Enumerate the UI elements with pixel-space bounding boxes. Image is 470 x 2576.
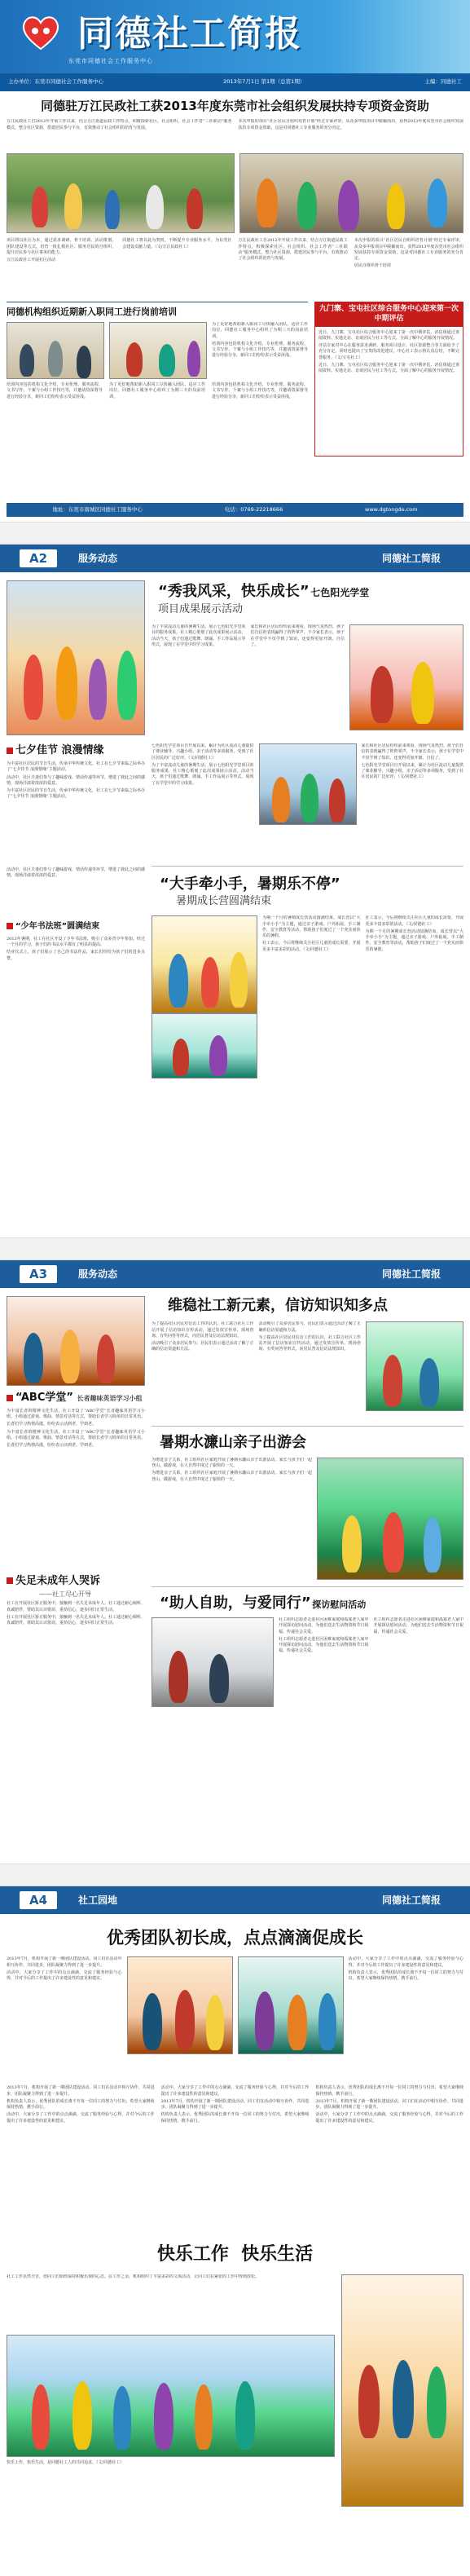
- p4-side-photo: [341, 2274, 463, 2507]
- p4-body-text: 2013年7月，机构开展了新一期团队建设活动。同工们在活动中相互协作、共同进步，团队凝聚力得到了进一步提升。 机构负责人表示，优秀团队的成长离不开每一位同工的努力与付出，希望大家继续保持热情，携手前行。 活动中，大家分享了工作中的点点滴滴，交流了服务经验与心得，并对今后的工作提出了许多建设性的意见和建议。 活动中，大家分享了工作中的点点滴滴，交流了服务经验与心得，并对今后的工作提出了许多建设性的意见和建议。 2013年7月，机构开展了新一期团队建设活动。同工们在活动中相互协作、共同进步，团队凝聚力得到了进一步提升。 机构负责人表示，优秀团队的成长离不开每一位同工的努力与付出，希望大家继续保持热情，携手前行。 机构负责人表示，优秀团队的成长离不开每一位同工的努力与付出，希望大家继续保持热情，携手前行。 2013年7月，机构开展了新一期团队建设活动。同工们在活动中相互协作、共同进步，团队凝聚力得到了进一步提升。 活动中，大家分享了工作中的点点滴滴，交流了服务经验与心得，并对今后的工作提出了许多建设性的意见和建议。: [7, 2085, 464, 2124]
- info-issue: 2013年7月1日 第1期（总第1期）: [223, 78, 305, 86]
- training-photo-2: [109, 322, 207, 379]
- masthead-subtitle: 东莞市同德社会工作服务中心: [68, 58, 153, 64]
- p1-col-1: 万江民政社工自2012年开展工作以来，结合万江街道民政工作特点，积极探索社区、社会组织、社会工作者“三社联动”服务模式，整合社区资源，搭建居民参与平台，有效推动了社会组织的培育与发展。: [7, 119, 232, 130]
- bullet-square-icon: [7, 1577, 13, 1584]
- heart-logo-icon: [20, 13, 62, 52]
- training-photo-1: [7, 322, 104, 379]
- p1-headline: 同德驻万江民政社工获2013年度东莞市社会组织发展扶持专项资金资助: [41, 99, 429, 113]
- p4-page-number: A4: [20, 1891, 57, 1909]
- page-a4: A4 社工园地 同德社工简报 优秀团队初长成，点点滴滴促成长 2013年7月，机构开展了新一期团队建设活动。同工们在活动中相互协作、共同进步，团队凝聚力得到了进一步提升。 活动中，大家分享了工作中的点点滴滴，交流了服务经验与心得，并对今后的工作提出了许多建设性的意见和建议。 活动中，大家分享了工作中的点点滴滴，交流了服务经验与心得，并对今后的工作提出了许多建设性的意见和建议。 机构负责人表示，优秀团队的成长离不开每一位同工的努力与付出，希望大家继续保持热情，携手前行。 2013年7月，机构开展了新一期团队建设活动。同工们在活动中相互协作、共同进步，团队凝聚力得到了进一步提升。 机构负责人表示，优秀团队的成长离不开每一位同工的努力与付出，希望大家继续保持热情，携手前行。 活动中，大家分享了工作中的点点滴滴，交流了服务经验与心得，并对今后的工作提出了许多建设性的意见和建议。 活动中，大家分享了工作中的点点滴滴，交流了服务经验与心得，并对今后的工作提出了许多建设性的意见和建议。 2013年7月，机构开展了新一期团队建设活动。同工们在活动中相互协作、共同进步，团队凝聚力得到了进一步提升。 机构负责人表示，优秀团队的成长离不开每一位同工的努力与付出，希望大家继续保持热情，携手前行。 机构负责人表示，优秀团队的成长离不开每一位同工的努力与付出，希望大家继续保持热情，携手前行。 2013年7月，机构开展了新一期团队建设活动。同工们在活动中相互协作、共同进步，团队凝聚力得到了进一步提升。 活动中，大家分享了工作中的点点滴滴，交流了服务经验与心得，并对今后的工作提出了许多建设性的意见和建议。 快乐工作 快乐生活 社工工作虽然辛苦，但同工们始终保持积极乐观的心态。在工作之余，机构组织了丰富多彩的文体活动，让同工们在紧张的工作中得到放松。 快乐工作，快乐生活，是同德社工人的共同追求。（文/同德社工）: [0, 1886, 470, 2555]
- p3-youth-title: 失足未成年人哭诉: [7, 1569, 145, 1590]
- contact-phone: 电话：0769-22218666: [224, 505, 283, 513]
- masthead-info-bar: [0, 73, 470, 91]
- p1-photo-row: [0, 150, 470, 236]
- p3-left-photo: [7, 1296, 145, 1386]
- p3-headline-2: 暑期水濂山亲子出游会: [160, 1434, 306, 1452]
- page-a3: A3 服务动态 同德社工简报 “ABC学堂” 长者趣味英语学习小组 为丰富长者的精神文化生活，社工开设了“ABC学堂”长者趣味英语学习小组。小组通过游戏、歌曲、情景对话等方式，帮助长者学习简单的日常英语。 长者们学习热情高涨，纷纷表示活到老、学到老。 为丰富长者的精神文化生活，社工开设了“ABC学堂”长者趣味英语学习小组。小组通过游戏、歌曲、情景对话等方式，帮助长者学习简单的日常英语。 长者们学习热情高涨，纷纷表示活到老、学到老。 失足未成年人哭诉 ——社工尽心开导 社工在开展社区矫正服务中，接触到一名失足未成年人。社工通过耐心倾听、真诚陪伴，帮助其认识错误、重拾信心，逐步回归正常生活。 社工在开展社区矫正服务中，接触到一名失足未成年人。社工通过耐心倾听、真诚陪伴，帮助其认识错误、重拾信心，逐步回归正常生活。 维稳社工新元素，信访知识知多点 为了提高社区居民对信访工作的认识，社工联合社区工作站开展了信访知识宣传活动，通过发放宣传单、现场咨询、有奖问答等形式，向居民普及信访法规知识。 活动吸引了众多居民参与，居民们表示通过活动了解了正确的信访渠道和方法。 活动吸引了众多居民参与，居民们表示通过活动了解了正确的信访渠道和方法。 为了提高社区居民对信访工作的认识，社工联合社区工作站开展了信访知识宣传活动，通过发放宣传单、现场咨询、有奖问答等形式，向居民普及信访法规知识。 暑期水濂山亲子出游会 为增进亲子关系，社工组织社区家庭开展了暑期水濂山亲子出游活动。家长与孩子们一起登山、做游戏，在大自然中度过了愉快的一天。 为增进亲子关系，社工组织社区家庭开展了暑期水濂山亲子出游活动。家长与孩子们一起登山、做游戏，在大自然中度过了愉快的一天。 “助人自助，与爱同行” 探访慰问活动 社工组织志愿者走进社区困难家庭和孤寡老人家中开展探访慰问活动，为他们送去生活物资和节日祝福，传递社会关爱。 社工组织志愿者走进社区困难家庭和孤寡老人家中开展探访慰问活动，为他们送去生活物资和节日祝福，传递社会关爱。 社工组织志愿者走进社区困难家庭和孤寡老人家中开展探访慰问活动，为他们送去生活物资和节日祝福，传递社会关爱。: [0, 1260, 470, 1864]
- p3-headline: 维稳社工新元素，信访知识知多点: [168, 1297, 388, 1314]
- p3-visit-photo-1: [152, 1617, 274, 1707]
- p1-side-box: 九门寨、宝屯社区综合服务中心迎来第一次中期评估 近日，九门寨、宝屯社区综合服务中心迎来了第一次中期评估。评估组通过查阅资料、实地走访、访谈居民与社工等方式，全面了解中心的服务开展情况。 评估专家对中心在服务需求调研、服务项目设计、社区资源整合等方面给予了充分肯定，同时也提出了宝贵的改进建议。中心社工表示将认真总结，不断完善服务。（文/宝屯社工） 近日，九门寨、宝屯社区综合服务中心迎来了第一次中期评估。评估组通过查阅资料、实地走访、访谈居民与社工等方式，全面了解中心的服务开展情况。: [314, 302, 463, 457]
- page-gap: [0, 1237, 470, 1260]
- p2-calligraphy-title: “少年书法班”圆满结束: [7, 914, 145, 934]
- masthead-title: 同德社工简报: [77, 13, 302, 55]
- page-a2: A2 服务动态 同德社工简报 “秀我风采，快乐成长” 七色阳光学堂 项目成果展示活动 为了丰富流动儿童的暑期生活，展示七色阳光学堂项目的服务成果，社工精心策划了此次成果展示活动。活动当天，孩子们通过歌舞、朗诵、手工作品展示等形式，展现了在学堂中的学习成果。 家长和社区居民纷纷前来观看，现场气氛热烈。孩子们自信的表现赢得了阵阵掌声，不少家长表示，孩子在学堂中不仅学到了知识，还变得更加开朗、自信了。 七夕佳节 浪漫情缘 为丰富社区居民的节日生活，传承中华传统文化，社工在七夕节来临之际举办了“七夕佳节 浪漫情缘”主题活动。 活动中，社区夫妻们参与了趣味游戏、情话传递等环节，增进了彼此之间的感情，现场洋溢着浓浓的爱意。 为丰富社区居民的节日生活，传承中华传统文化，社工在七夕节来临之际举办了“七夕佳节 浪漫情缘”主题活动。 活动中，社区夫妻们参与了趣味游戏、情话传递等环节，增进了彼此之间的感情，现场洋溢着浓浓的爱意。 “少年书法班”圆满结束 2013年暑期，社工在社区开设了少年书法班，吸引了众多青少年参加。经过一个月的学习，孩子们的书法水平都有了明显的提高。 结业仪式上，孩子们展示了自己的书法作品，家长们纷纷为孩子们的进步点赞。 七色阳光学堂项目自开展以来，累计为社区流动儿童提供了课业辅导、兴趣小组、亲子活动等多项服务，受到了社区居民的广泛好评。（文/同德社工） 为了丰富流动儿童的暑期生活，展示七色阳光学堂项目的服务成果，社工精心策划了此次成果展示活动。活动当天，孩子们通过歌舞、朗诵、手工作品展示等形式，展现了在学堂中的学习成果。 家长和社区居民纷纷前来观看，现场气氛热烈。孩子们自信的表现赢得了阵阵掌声，不少家长表示，孩子在学堂中不仅学到了知识，还变得更加开朗、自信了。 七色阳光学堂项目自开展以来，累计为社区流动儿童提供了课业辅导、兴趣小组、亲子活动等多项服务，受到了社区居民的广泛好评。（文/同德社工） “大手牵小手，暑期乐不停” 暑期成长营圆满结束 为期一个月的暑期成长营活动圆满结束。成长营以“大手牵小手”为主题，通过亲子游戏、户外拓展、手工制作、安全教育等活动，帮助孩子们度过了一个充实而快乐的暑假。 社工表示，今后将继续关注社区儿童的成长需要，开展更多丰富多彩的活动。（文/同德社工） 社工表示，今后将继续关注社区儿童的成长需要，开展更多丰富多彩的活动。（文/同德社工） 为期一个月的暑期成长营活动圆满结束。成长营以“大手牵小手”为主题，通过亲子游戏、户外拓展、手工制作、安全教育等活动，帮助孩子们度过了一个充实而快乐的暑假。: [0, 545, 470, 1237]
- p1-col-2: 本次申报的项目“社区居民自组织培育计划”经过专家评审，从众多申报项目中脱颖而出，获得2013年度东莞市社会组织发展扶持专项资金资助，这是对同德社工专业服务的充分肯定。: [238, 119, 463, 130]
- info-publisher: 主办单位：东莞市同德社会工作服务中心: [8, 78, 103, 86]
- p2-activity-photo: [259, 743, 357, 825]
- p3-section: 服务动态: [78, 1268, 118, 1280]
- p1-photo-right: [239, 153, 463, 233]
- divider: [152, 1426, 463, 1427]
- p4-happy-photo: [7, 2335, 335, 2457]
- p3-petition-photo: [366, 1321, 463, 1411]
- p2-paper-name: 同德社工简报: [381, 553, 441, 564]
- contact-address: 地址：东莞市南城区同德社工服务中心: [52, 505, 143, 513]
- p4-headline-2: 快乐工作 快乐生活: [156, 2243, 314, 2265]
- p1-lead-text: [0, 119, 470, 150]
- p3-headline-3: “助人自助，与爱同行” 探访慰问活动: [160, 1594, 367, 1612]
- p4-paper-name: 同德社工简报: [381, 1895, 441, 1906]
- p2-page-number: A2: [20, 549, 57, 567]
- p2-summer-photo-1: [152, 915, 257, 1013]
- p2-headline-2: “大手牵小手，暑期乐不停”: [160, 876, 340, 893]
- masthead: [0, 0, 470, 91]
- p1-training-article: 同德机构组织近期新入职同工进行岗前培训 为了更好地帮助新入职同工尽快融入团队、适应工作岗位，同德社工服务中心组织了为期三天的岗前培训。 培训内容包括机构文化介绍、专业伦理、服务流程、文书写作、个案与小组工作技巧等，并邀请资深督导进行经验分享，新同工们纷纷表示受益匪浅。 培训内容包括机构文化介绍、专业伦理、服务流程、文书写作、个案与小组工作技巧等，并邀请资深督导进行经验分享，新同工们纷纷表示受益匪浅。 为了更好地帮助新入职同工尽快融入团队、适应工作岗位，同德社工服务中心组织了为期三天的岗前培训。 培训内容包括机构文化介绍、专业伦理、服务流程、文书写作、个案与小组工作技巧等，并邀请资深督导进行经验分享，新同工们纷纷表示受益匪浅。: [7, 302, 308, 457]
- info-editor: 主编：同德社工: [424, 78, 462, 86]
- bullet-square-icon: [7, 923, 13, 929]
- p4-section: 社工园地: [78, 1895, 118, 1906]
- page-a1: [0, 0, 470, 522]
- contact-bar: [7, 503, 463, 517]
- p2-main-photo: [7, 580, 145, 735]
- p4-headline: 优秀团队初长成，点点滴滴促成长: [107, 1928, 363, 1947]
- p2-subhead: 项目成果展示活动: [158, 603, 244, 616]
- p2-left-column: 七夕佳节 浪漫情缘 为丰富社区居民的节日生活，传承中华传统文化，社工在七夕节来临之际举办了“七夕佳节 浪漫情缘”主题活动。 活动中，社区夫妻们参与了趣味游戏、情话传递等环节，增进了彼此之间的感情，现场洋溢着浓浓的爱意。 为丰富社区居民的节日生活，传承中华传统文化，社工在七夕节来临之际举办了“七夕佳节 浪漫情缘”主题活动。 活动中，社区夫妻们参与了趣味游戏、情话传递等环节，增进了彼此之间的感情，现场洋溢着浓浓的爱意。 “少年书法班”圆满结束 2013年暑期，社工在社区开设了少年书法班，吸引了众多青少年参加。经过一个月的学习，孩子们的书法水平都有了明显的提高。 结业仪式上，孩子们展示了自己的书法作品，家长们纷纷为孩子们的进步点赞。: [7, 744, 145, 961]
- p2-subhead-2: 暑期成长营圆满结束: [176, 894, 272, 907]
- divider: [152, 1586, 463, 1587]
- p4-header: [0, 1886, 470, 1914]
- p2-side-photo: [349, 624, 463, 730]
- page-gap: [0, 522, 470, 545]
- p3-page-number: A3: [20, 1265, 57, 1283]
- p3-youth-subtitle: ——社工尽心开导: [39, 1590, 91, 1598]
- p2-header: [0, 545, 470, 572]
- p3-left-column: “ABC学堂” 长者趣味英语学习小组 为丰富长者的精神文化生活，社工开设了“ABC学堂”长者趣味英语学习小组。小组通过游戏、歌曲、情景对话等方式，帮助长者学习简单的日常英语。 长者们学习热情高涨，纷纷表示活到老、学到老。 为丰富长者的精神文化生活，社工开设了“ABC学堂”长者趣味英语学习小组。小组通过游戏、歌曲、情景对话等方式，帮助长者学习简单的日常英语。 长者们学习热情高涨，纷纷表示活到老、学到老。 失足未成年人哭诉 ——社工尽心开导 社工在开展社区矫正服务中，接触到一名失足未成年人。社工通过耐心倾听、真诚陪伴，帮助其认识错误、重拾信心，逐步回归正常生活。 社工在开展社区矫正服务中，接触到一名失足未成年人。社工通过耐心倾听、真诚陪伴，帮助其认识错误、重拾信心，逐步回归正常生活。: [7, 1296, 145, 1721]
- bullet-square-icon: [7, 748, 13, 754]
- p2-section: 服务动态: [78, 553, 118, 564]
- training-headline: 同德机构组织近期新入职同工进行岗前培训: [7, 302, 308, 322]
- contact-website: www.dgtongde.com: [365, 505, 418, 513]
- p2-headline: “秀我风采，快乐成长” 七色阳光学堂: [158, 583, 370, 600]
- p1-photo-left: [7, 153, 235, 233]
- p1-body-text: 项目将以社区为本，通过需求调研、骨干培训、活动策划、团队建设等方式，培育一批扎根社区、服务居民的自组织，提升居民参与社区事务的能力。 万江民政社工开展社区活动 同德社工将以此为契机，不断提升专业服务水平，为东莞社会建设贡献力量。（文/万江民政社工） 万江民政社工自2012年开展工作以来，结合万江街道民政工作特点，积极探索社区、社会组织、社会工作者“三社联动”服务模式，整合社区资源，搭建居民参与平台，有效推动了社会组织的培育与发展。 本次申报的项目“社区居民自组织培育计划”经过专家评审，从众多申报项目中脱颖而出，获得2013年度东莞市社会组织发展扶持专项资金资助，这是对同德社工专业服务的充分肯定。 居民自组织骨干培训: [7, 238, 463, 269]
- side-banner-title: 九门寨、宝屯社区综合服务中心迎来第一次中期评估: [315, 302, 463, 326]
- p1-lower: [0, 300, 470, 457]
- bullet-square-icon: [7, 1395, 13, 1401]
- page-gap: [0, 1864, 470, 1886]
- p3-header: [0, 1260, 470, 1288]
- p3-abc-title: “ABC学堂” 长者趣味英语学习小组: [7, 1386, 145, 1406]
- p3-paper-name: 同德社工简报: [381, 1268, 441, 1280]
- p2-summer-photo-2: [152, 1013, 257, 1078]
- p4-team-photo-1: [127, 1956, 233, 2054]
- p3-mountain-photo: [317, 1458, 463, 1580]
- divider: [152, 866, 463, 867]
- p4-team-photo-2: [238, 1956, 344, 2054]
- p2-qixi-title: 七夕佳节 浪漫情缘: [7, 743, 145, 759]
